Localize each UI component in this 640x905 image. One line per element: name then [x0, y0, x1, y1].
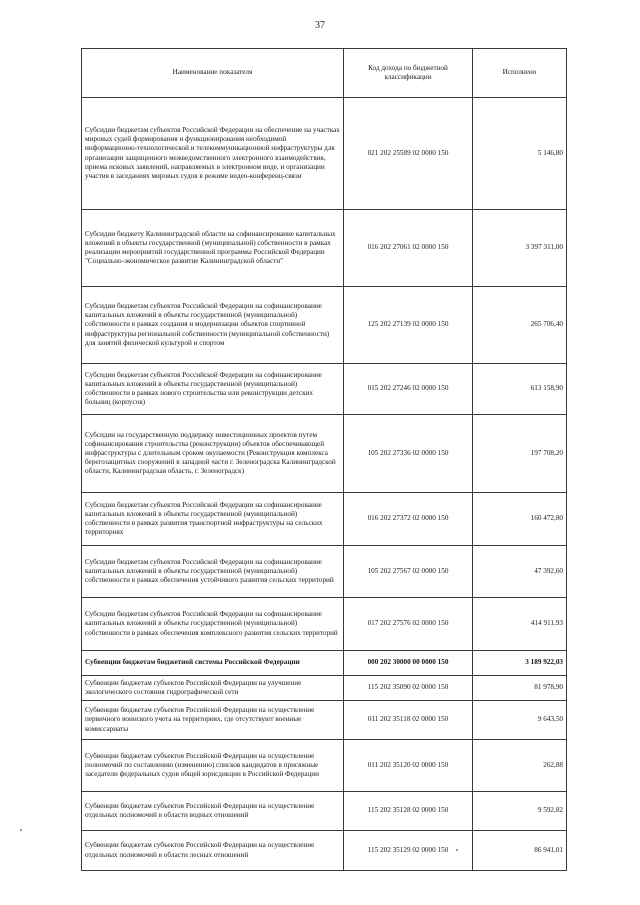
- row-value: 3 189 922,03: [473, 651, 567, 676]
- table-row: [82, 415, 567, 493]
- header-value: Исполнено: [473, 49, 567, 98]
- row-code: 115 202 35129 02 0000 150: [344, 831, 473, 871]
- table-row: [82, 210, 567, 287]
- scan-speck: [20, 829, 22, 831]
- row-name: Субсидии бюджетам субъектов Российской Федерации на софинансирование капитальных вложений в объекты государственной (муниципальной) собственности в рамках обеспечения устойчивого развития сельских территорий: [82, 546, 344, 598]
- row-name: Субвенции бюджетам субъектов Российской Федерации на улучшение экологического состояния гидрографической сети: [82, 676, 344, 701]
- table-row: [82, 287, 567, 364]
- row-code: 115 202 35090 02 0000 150: [344, 676, 473, 701]
- table-row: [82, 792, 567, 831]
- row-name: Субсидии на государственную поддержку инвестиционных проектов путем софинансирования строительства (реконструкции) объектов обеспечивающей инфраструктуры с длительным сроком окупаемости (Реконструкция комплекса берегозащитных сооружений в западной части г. Зеленоградска Калининградской области, Калининградская область, г. Зеленоградск): [82, 415, 344, 493]
- row-value: 5 146,80: [473, 98, 567, 210]
- row-name: Субвенции бюджетам бюджетной системы Российской Федерации: [82, 651, 344, 676]
- row-value: 262,88: [473, 740, 567, 792]
- report-table: [81, 48, 567, 871]
- row-name: Субвенции бюджетам субъектов Российской Федерации на осуществление первичного воинского учета на территориях, где отсутствуют военные комиссариаты: [82, 701, 344, 740]
- table-row-total: [82, 651, 567, 676]
- row-value: 265 706,40: [473, 287, 567, 364]
- table-row: [82, 364, 567, 415]
- row-code: 000 202 30000 00 0000 150: [344, 651, 473, 676]
- row-name: Субсидии бюджету Калининградской области на софинансирование капитальных вложений в объекты государственной (муниципальной) собственности в рамках реализации мероприятий государственной программы Российской Федерации "Социально-экономическое развитие Калининградской области": [82, 210, 344, 287]
- row-code: 105 202 27567 02 0000 150: [344, 546, 473, 598]
- row-code: 016 202 27061 02 0000 150: [344, 210, 473, 287]
- table-row: [82, 98, 567, 210]
- table-row: [82, 493, 567, 546]
- table-row: [82, 740, 567, 792]
- row-code: 125 202 27139 02 0000 150: [344, 287, 473, 364]
- table-row: [82, 546, 567, 598]
- row-code: 015 202 27246 02 0000 150: [344, 364, 473, 415]
- row-code: 021 202 25589 02 0000 150: [344, 98, 473, 210]
- row-name: Субвенции бюджетам субъектов Российской Федерации на осуществление отдельных полномочий в области лесных отношений: [82, 831, 344, 871]
- row-name: Субсидии бюджетам субъектов Российской Федерации на софинансирование капитальных вложений в объекты государственной (муниципальной) собственности в рамках развития транспортной инфраструктуры на сельских территориях: [82, 493, 344, 546]
- scan-speck: [456, 849, 458, 851]
- header-code: Код дохода по бюджетной классификации: [344, 49, 473, 98]
- row-name: Субсидии бюджетам субъектов Российской Федерации на софинансирование капитальных вложений в объекты государственной (муниципальной) собственности в рамках создания и модернизации объектов спортивной инфраструктуры региональной собственности (муниципальной собственности) для занятий физической культурой и спортом: [82, 287, 344, 364]
- row-value: 197 708,20: [473, 415, 567, 493]
- row-value: 613 158,90: [473, 364, 567, 415]
- row-code: 017 202 27576 02 0000 150: [344, 598, 473, 651]
- row-name: Субвенции бюджетам субъектов Российской Федерации на осуществление отдельных полномочий в области водных отношений: [82, 792, 344, 831]
- row-name: Субсидии бюджетам субъектов Российской Федерации на обеспечение на участках мировых судей формирования и функционирования необходимой информационно-технологической и телекоммуникационной инфраструктуры для организации защищенного межведомственного электронного взаимодействия, приема исковых заявлений, направляемых в электронном виде, и организации участия в заседаниях мировых судов в режиме видео-конференц-связи: [82, 98, 344, 210]
- table-row: [82, 676, 567, 701]
- row-value: 86 941,01: [473, 831, 567, 871]
- row-value: 160 472,80: [473, 493, 567, 546]
- header-name: Наименование показателя: [82, 49, 344, 98]
- table-row: [82, 701, 567, 740]
- row-code: 115 202 35128 02 0000 150: [344, 792, 473, 831]
- table-row: [82, 598, 567, 651]
- row-value: 81 978,90: [473, 676, 567, 701]
- row-value: 414 911,93: [473, 598, 567, 651]
- table-row: [82, 831, 567, 871]
- table-header-row: [82, 49, 567, 98]
- row-name: Субвенции бюджетам субъектов Российской Федерации на осуществление полномочий по составлению (изменению) списков кандидатов в присяжные заседатели федеральных судов общей юрисдикции в Российской Федерации: [82, 740, 344, 792]
- row-code: 011 202 35118 02 0000 150: [344, 701, 473, 740]
- row-code: 011 202 35120 02 0000 150: [344, 740, 473, 792]
- row-value: 47 392,60: [473, 546, 567, 598]
- row-code: 105 202 27336 02 0000 150: [344, 415, 473, 493]
- row-name: Субсидии бюджетам субъектов Российской Федерации на софинансирование капитальных вложений в объекты государственной (муниципальной) собственности в рамках обеспечения комплексного развития сельских территорий: [82, 598, 344, 651]
- page-number: 37: [315, 20, 325, 31]
- row-code: 016 202 27372 02 0000 150: [344, 493, 473, 546]
- row-name: Субсидии бюджетам субъектов Российской Федерации на софинансирование капитальных вложений в объекты государственной (муниципальной) собственности в рамках нового строительства или реконструкции детских больниц (корпусов): [82, 364, 344, 415]
- row-value: 9 643,50: [473, 701, 567, 740]
- row-value: 9 592,82: [473, 792, 567, 831]
- row-value: 3 397 311,00: [473, 210, 567, 287]
